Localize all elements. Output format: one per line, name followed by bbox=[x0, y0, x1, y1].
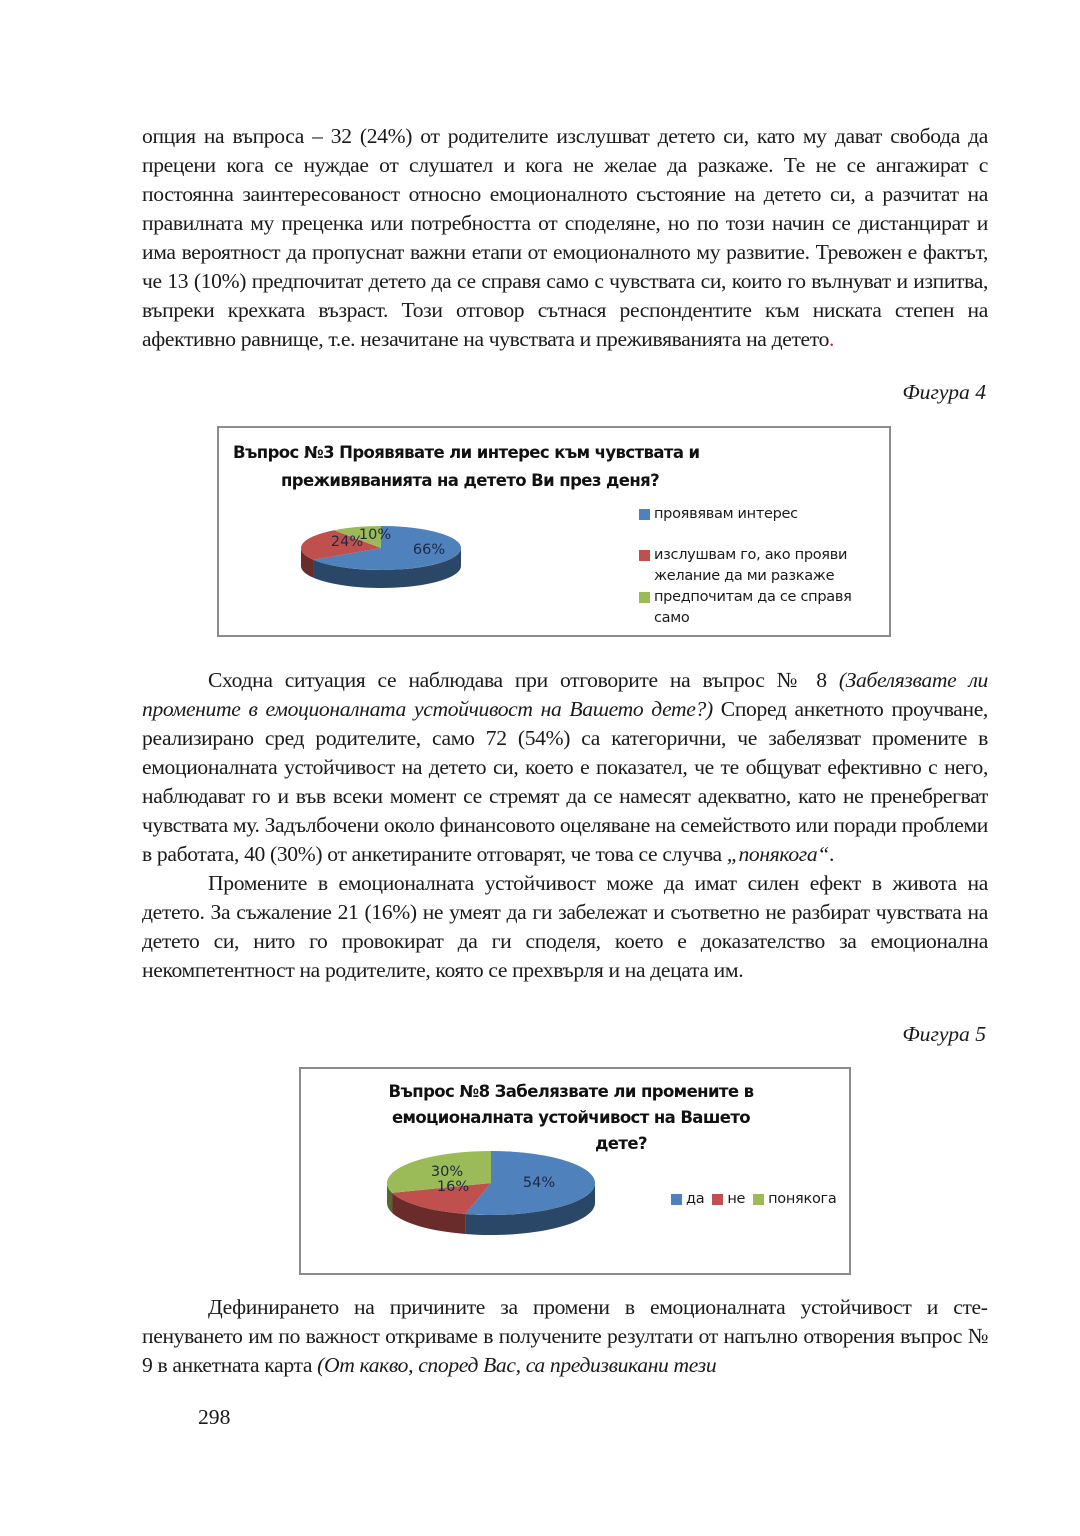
legend-label: изслушвам го, ако прояви желание да ми разкаже bbox=[654, 547, 848, 584]
legend-swatch bbox=[639, 550, 650, 561]
chart-2-legend bbox=[671, 1189, 836, 1210]
legend-swatch bbox=[639, 592, 650, 603]
paragraph-2-question: (Забелязвате ли промените в емоционалната устойчивост на Вашето дете?) bbox=[142, 668, 988, 721]
paragraph-2 bbox=[142, 666, 988, 985]
figure-4-label: Фигура 4 bbox=[902, 380, 986, 404]
legend-item bbox=[639, 587, 889, 629]
pie-data-label: 66% bbox=[412, 542, 446, 558]
pie-data-label: 54% bbox=[522, 1175, 556, 1191]
legend-label: да bbox=[686, 1191, 705, 1207]
legend-swatch bbox=[639, 509, 650, 520]
legend-label: предпочитам да се справя само bbox=[654, 589, 852, 626]
chart-2-title-line-2: емоционалната устойчивост на Вашето bbox=[391, 1108, 751, 1127]
legend-item bbox=[753, 1189, 836, 1210]
legend-item bbox=[639, 504, 889, 525]
legend-swatch bbox=[712, 1194, 723, 1205]
paragraph-2-text-a: Сходна ситуация се наблюдава при отговорите на въпрос № 8 bbox=[208, 668, 839, 692]
pie-data-label: 10% bbox=[358, 527, 392, 543]
legend-swatch bbox=[671, 1194, 682, 1205]
paragraph-3: Промените в емоционалната устойчивост може да имат силен ефект в живота на детето. За съжаление 21 (16%) не умеят да ги забележат и съответно не разбират чувствата на детето си, нито го провокират да ги споделя, което е доказателство за емоционална некомпетентност на родителите, която се прехвърля и на децата им. bbox=[142, 871, 988, 982]
legend-item bbox=[712, 1189, 745, 1210]
paragraph-2-quote: „понякога“ bbox=[726, 842, 829, 866]
paragraph-1-text: опция на въпроса – 32 (24%) от родителите изслушват детето си, като му дават свобода да прецени кога се нуждае от слушател и кога не желае да разкаже. Те не се ангажират с постоянна заинтересованост относно емоционалното състояние на детето си, а разчитат на правилната му преценка или потребността от споделяне, но по този начин се дистанцират и има вероятност да пропуснат важни етапи от емоционалното му развитие. Тревожен е фактът, че 13 (10%) предпочитат детето да се справя само с чувствата си, които го вълнуват и изпитва, въпреки крехката възраст. Този отговор сътнася респондентите към ниската степен на афективно равнище, т.е. незачитане на чувствата и преживяванията на детето bbox=[142, 124, 988, 351]
page-number: 298 bbox=[198, 1405, 231, 1429]
legend-swatch bbox=[753, 1194, 764, 1205]
paragraph-4-question: (От какво, според Вас, са предизвикани тези bbox=[317, 1353, 717, 1377]
legend-label: не bbox=[727, 1191, 746, 1207]
paragraph-2-text-c: . bbox=[828, 842, 835, 866]
legend-label: проявявам интерес bbox=[654, 506, 798, 522]
legend-item bbox=[671, 1189, 704, 1210]
pie-data-label: 24% bbox=[330, 534, 364, 550]
chart-1-title-line-2: преживяванията на детето Ви през деня? bbox=[281, 471, 660, 490]
chart-2-title-line-3: дете? bbox=[595, 1134, 647, 1153]
chart-2-pie bbox=[379, 1149, 599, 1235]
chart-question-8 bbox=[299, 1067, 851, 1275]
chart-1-pie bbox=[299, 518, 499, 598]
pie-data-label: 16% bbox=[436, 1179, 470, 1195]
paragraph-2-text-b: Според анкетното проучване, реализирано сред родителите, само 72 (54%) са категорични, че забелязват промените в емоционалната устойчивост на детето си, което е показател, че те общуват ефективно с него, наблюдават го и във всеки момент се стремят да се намесят адекватно, като не пренебрегват чувствата му. Задълбочени около финансовото оцеляване на семейството или поради проблеми в работата, 40 (30%) от анкетираните отговарят, че това се случва bbox=[142, 697, 988, 866]
chart-2-title-line-1: Въпрос №8 Забелязвате ли промените в bbox=[388, 1082, 754, 1101]
legend-item bbox=[639, 545, 889, 587]
chart-1-title-line-1: Въпрос №3 Проявявате ли интерес към чувствата и bbox=[233, 443, 700, 462]
paragraph-4-text: Дефинирането на причините за промени в емоционалната устойчивост и степенуването им по важност откриваме в получените резултати от напълно отворения въпрос № 9 в анкетната карта bbox=[142, 1295, 988, 1377]
chart-1-legend bbox=[639, 504, 889, 629]
chart-question-3 bbox=[217, 426, 891, 637]
paragraph-1 bbox=[142, 122, 988, 354]
paragraph-4 bbox=[142, 1293, 988, 1380]
legend-label: понякога bbox=[768, 1191, 837, 1207]
pie-data-label: 30% bbox=[430, 1164, 464, 1180]
paragraph-1-end: . bbox=[829, 327, 835, 351]
figure-5-label: Фигура 5 bbox=[902, 1022, 986, 1046]
